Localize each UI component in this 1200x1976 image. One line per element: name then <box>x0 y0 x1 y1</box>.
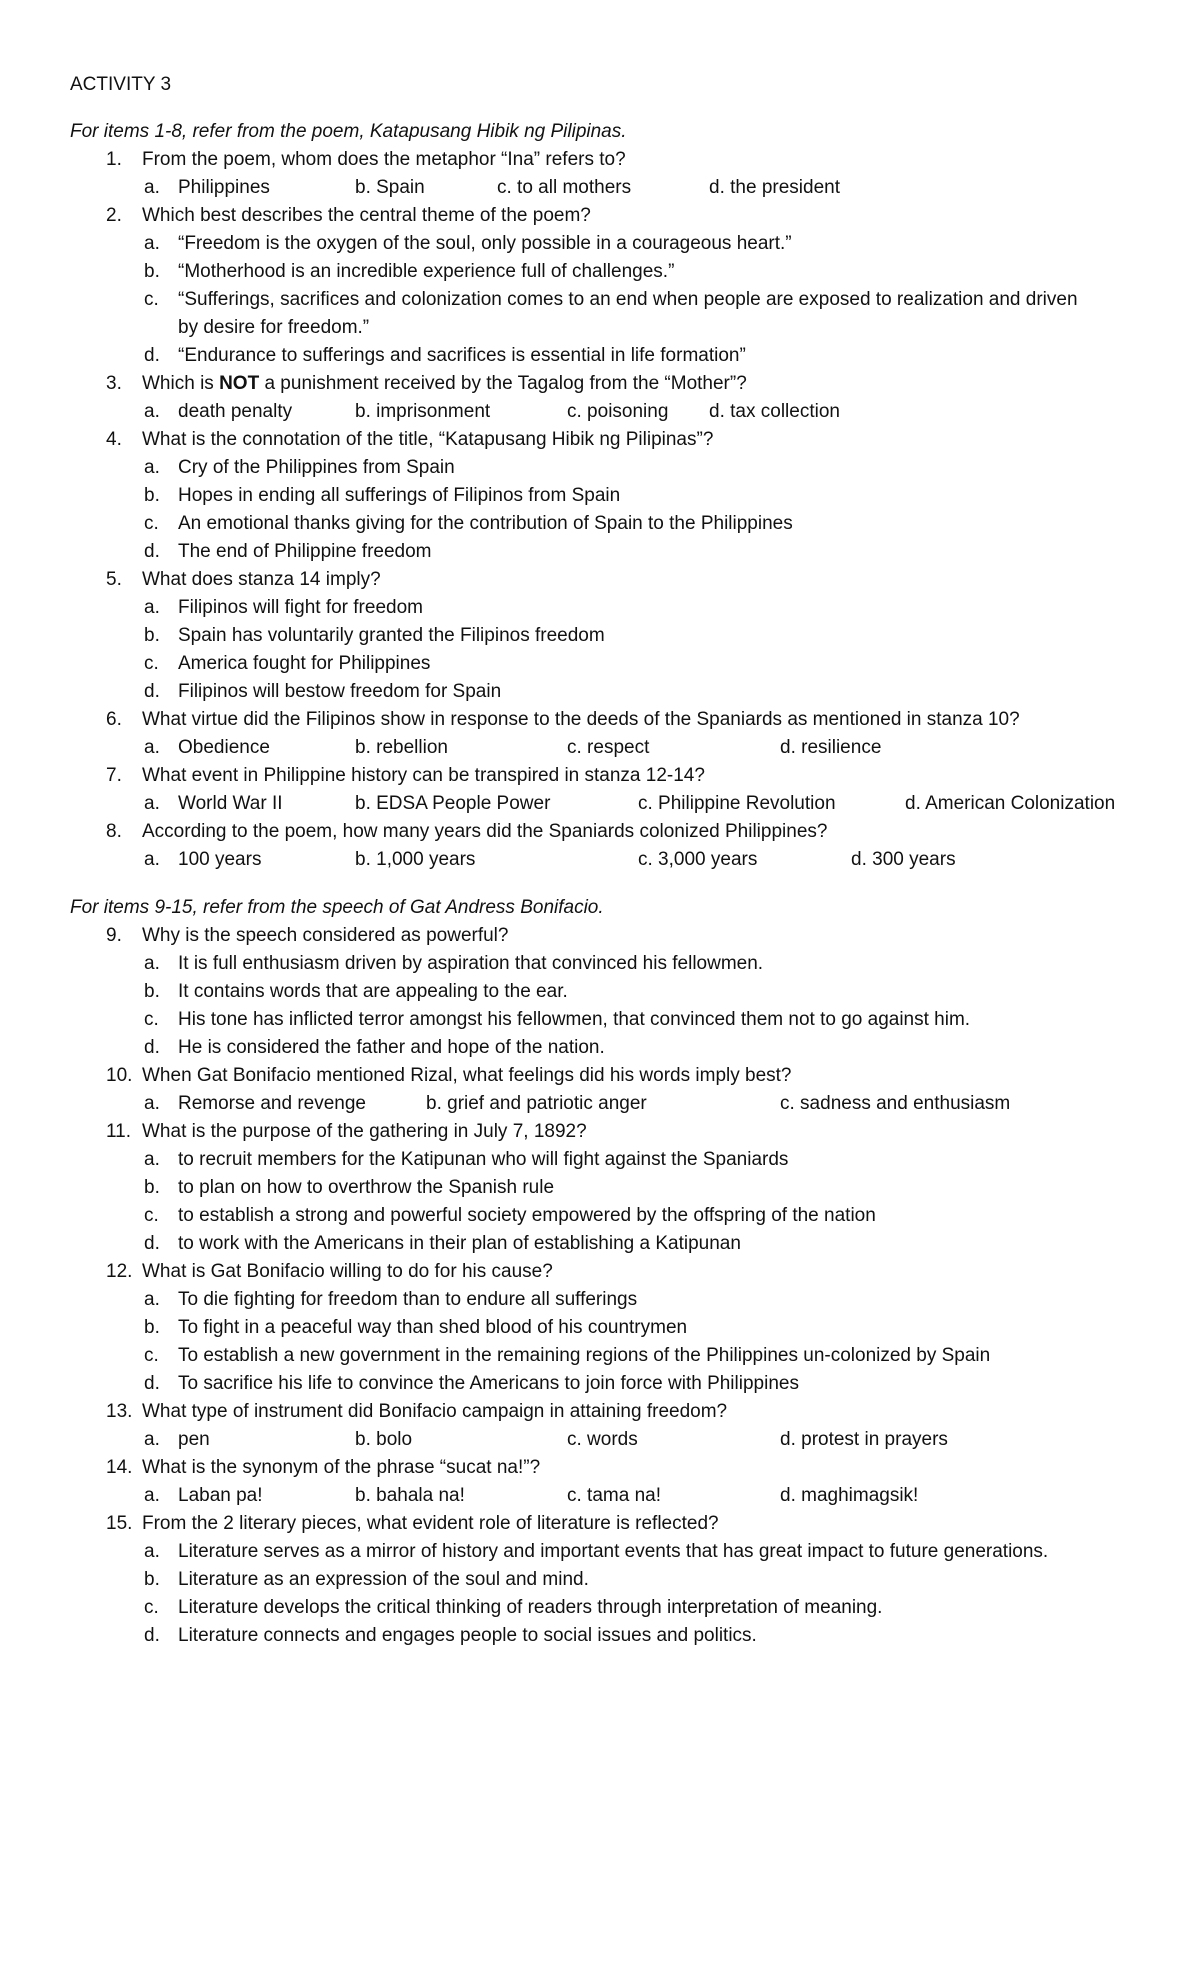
option-text: “Sufferings, sacrifices and colonization comes to an end when people are exposed to realization and driven <box>178 289 1078 310</box>
option-text: Cry of the Philippines from Spain <box>178 457 455 478</box>
question-text-pre: Which is <box>142 373 220 394</box>
q1-option-b: b. Spain <box>355 177 425 198</box>
option-letter: a. <box>144 1429 160 1450</box>
option-letter: c. <box>144 1205 159 1226</box>
question-text: What type of instrument did Bonifacio campaign in attaining freedom? <box>142 1401 728 1422</box>
option-text: Filipinos will bestow freedom for Spain <box>178 681 502 702</box>
question-text: What is the connotation of the title, “Katapusang Hibik ng Pilipinas”? <box>142 429 714 450</box>
q14-option-c: c. tama na! <box>567 1485 661 1506</box>
q14-option-b: b. bahala na! <box>355 1485 465 1506</box>
question-number: 3. <box>106 373 122 394</box>
option-letter: c. <box>144 1345 159 1366</box>
option-letter: d. <box>144 345 160 366</box>
page-title: ACTIVITY 3 <box>70 74 172 95</box>
question-number: 4. <box>106 429 122 450</box>
option-text: Laban pa! <box>178 1485 263 1506</box>
option-text: by desire for freedom.” <box>178 317 370 338</box>
option-text: “Motherhood is an incredible experience full of challenges.” <box>178 261 675 282</box>
option-letter: b. <box>144 625 160 646</box>
q14-option-d: d. maghimagsik! <box>780 1485 919 1506</box>
option-text: The end of Philippine freedom <box>178 541 432 562</box>
q13-option-c: c. words <box>567 1429 638 1450</box>
q13-option-d: d. protest in prayers <box>780 1429 948 1450</box>
option-letter: c. <box>144 289 159 310</box>
question-text <box>142 372 747 396</box>
option-text: Spain has voluntarily granted the Filipinos freedom <box>178 625 605 646</box>
question-number: 7. <box>106 765 122 786</box>
question-text: What does stanza 14 imply? <box>142 569 381 590</box>
option-text: “Freedom is the oxygen of the soul, only possible in a courageous heart.” <box>178 233 792 254</box>
option-letter: c. <box>144 653 159 674</box>
option-text: It is full enthusiasm driven by aspiration that convinced his fellowmen. <box>178 953 764 974</box>
option-letter: a. <box>144 1541 160 1562</box>
question-text: Which best describes the central theme of the poem? <box>142 205 591 226</box>
option-text: to plan on how to overthrow the Spanish rule <box>178 1177 555 1198</box>
option-letter: c. <box>144 1009 159 1030</box>
option-text: Literature develops the critical thinking of readers through interpretation of meaning. <box>178 1597 883 1618</box>
option-letter: b. <box>144 1569 160 1590</box>
option-letter: c. <box>144 513 159 534</box>
option-text: pen <box>178 1429 210 1450</box>
option-text: Philippines <box>178 177 270 198</box>
option-text: His tone has inflicted terror amongst his fellowmen, that convinced them not to go against him. <box>178 1009 971 1030</box>
q8-option-b: b. 1,000 years <box>355 849 476 870</box>
question-text: What is the synonym of the phrase “sucat na!”? <box>142 1457 541 1478</box>
option-letter: a. <box>144 793 160 814</box>
q6-option-c: c. respect <box>567 737 650 758</box>
question-text: What is the purpose of the gathering in July 7, 1892? <box>142 1121 587 1142</box>
option-text: to recruit members for the Katipunan who will fight against the Spaniards <box>178 1149 789 1170</box>
question-number: 1. <box>106 149 122 170</box>
option-letter: b. <box>144 1317 160 1338</box>
q7-option-c: c. Philippine Revolution <box>638 793 836 814</box>
question-number: 8. <box>106 821 122 842</box>
option-letter: a. <box>144 1289 160 1310</box>
option-text: He is considered the father and hope of the nation. <box>178 1037 605 1058</box>
question-text: What virtue did the Filipinos show in response to the deeds of the Spaniards as mentioned in stanza 10? <box>142 709 1020 730</box>
option-text: Obedience <box>178 737 270 758</box>
q7-option-b: b. EDSA People Power <box>355 793 551 814</box>
question-number: 15. <box>106 1513 133 1534</box>
question-number: 9. <box>106 925 122 946</box>
question-text-post: a punishment received by the Tagalog from the “Mother”? <box>259 373 747 394</box>
option-text: An emotional thanks giving for the contribution of Spain to the Philippines <box>178 513 793 534</box>
q6-option-b: b. rebellion <box>355 737 448 758</box>
option-text: It contains words that are appealing to the ear. <box>178 981 568 1002</box>
option-letter: b. <box>144 261 160 282</box>
option-letter: b. <box>144 1177 160 1198</box>
option-letter: d. <box>144 1037 160 1058</box>
option-text: Literature serves as a mirror of history and important events that has great impact to future generations. <box>178 1541 1049 1562</box>
question-number: 10. <box>106 1065 133 1086</box>
option-letter: b. <box>144 981 160 1002</box>
option-letter: a. <box>144 177 160 198</box>
question-number: 5. <box>106 569 122 590</box>
option-letter: a. <box>144 597 160 618</box>
option-letter: a. <box>144 401 160 422</box>
q8-option-c: c. 3,000 years <box>638 849 758 870</box>
question-number: 2. <box>106 205 122 226</box>
option-letter: d. <box>144 1373 160 1394</box>
option-text: to establish a strong and powerful society empowered by the offspring of the nation <box>178 1205 876 1226</box>
option-text: To fight in a peaceful way than shed blood of his countrymen <box>178 1317 688 1338</box>
section-heading-speech: For items 9-15, refer from the speech of Gat Andress Bonifacio. <box>70 897 604 918</box>
option-text: death penalty <box>178 401 293 422</box>
question-number: 13. <box>106 1401 133 1422</box>
question-text: From the 2 literary pieces, what evident role of literature is reflected? <box>142 1513 719 1534</box>
option-letter: a. <box>144 953 160 974</box>
option-letter: d. <box>144 1625 160 1646</box>
q8-option-d: d. 300 years <box>851 849 956 870</box>
question-text: What event in Philippine history can be transpired in stanza 12-14? <box>142 765 705 786</box>
option-text: Hopes in ending all sufferings of Filipinos from Spain <box>178 485 621 506</box>
option-text: World War II <box>178 793 283 814</box>
question-number: 11. <box>106 1121 132 1142</box>
q6-option-d: d. resilience <box>780 737 882 758</box>
option-letter: c. <box>144 1597 159 1618</box>
question-text: When Gat Bonifacio mentioned Rizal, what feelings did his words imply best? <box>142 1065 792 1086</box>
option-letter: d. <box>144 541 160 562</box>
option-text: “Endurance to sufferings and sacrifices is essential in life formation” <box>178 345 746 366</box>
option-text: America fought for Philippines <box>178 653 431 674</box>
question-number: 14. <box>106 1457 133 1478</box>
question-text: What is Gat Bonifacio willing to do for his cause? <box>142 1261 553 1282</box>
option-letter: a. <box>144 1093 160 1114</box>
option-text: To sacrifice his life to convince the Americans to join force with Philippines <box>178 1373 799 1394</box>
question-text-emphasis: NOT <box>219 373 260 394</box>
question-text: Why is the speech considered as powerful? <box>142 925 509 946</box>
q3-option-b: b. imprisonment <box>355 401 491 422</box>
option-text: To die fighting for freedom than to endure all sufferings <box>178 1289 638 1310</box>
option-letter: d. <box>144 681 160 702</box>
option-letter: a. <box>144 1485 160 1506</box>
option-letter: a. <box>144 849 160 870</box>
option-letter: a. <box>144 457 160 478</box>
q3-option-d: d. tax collection <box>709 401 840 422</box>
option-letter: d. <box>144 1233 160 1254</box>
option-text: to work with the Americans in their plan of establishing a Katipunan <box>178 1233 741 1254</box>
q10-option-b: b. grief and patriotic anger <box>426 1093 647 1114</box>
option-text: Literature as an expression of the soul and mind. <box>178 1569 589 1590</box>
option-text: To establish a new government in the remaining regions of the Philippines un-colonized by Spain <box>178 1345 991 1366</box>
option-text: Literature connects and engages people to social issues and politics. <box>178 1625 757 1646</box>
q1-option-d: d. the president <box>709 177 840 198</box>
question-text: According to the poem, how many years did the Spaniards colonized Philippines? <box>142 821 828 842</box>
q1-option-c: c. to all mothers <box>497 177 632 198</box>
question-number: 12. <box>106 1261 133 1282</box>
question-number: 6. <box>106 709 122 730</box>
option-letter: b. <box>144 485 160 506</box>
option-text: Remorse and revenge <box>178 1093 366 1114</box>
q13-option-b: b. bolo <box>355 1429 413 1450</box>
q10-option-c: c. sadness and enthusiasm <box>780 1093 1011 1114</box>
option-text: 100 years <box>178 849 262 870</box>
option-letter: a. <box>144 233 160 254</box>
option-letter: a. <box>144 737 160 758</box>
q7-option-d: d. American Colonization <box>905 793 1116 814</box>
q3-option-c: c. poisoning <box>567 401 669 422</box>
option-letter: a. <box>144 1149 160 1170</box>
question-text: From the poem, whom does the metaphor “Ina” refers to? <box>142 149 626 170</box>
section-heading-poem: For items 1-8, refer from the poem, Katapusang Hibik ng Pilipinas. <box>70 121 627 142</box>
option-text: Filipinos will fight for freedom <box>178 597 423 618</box>
